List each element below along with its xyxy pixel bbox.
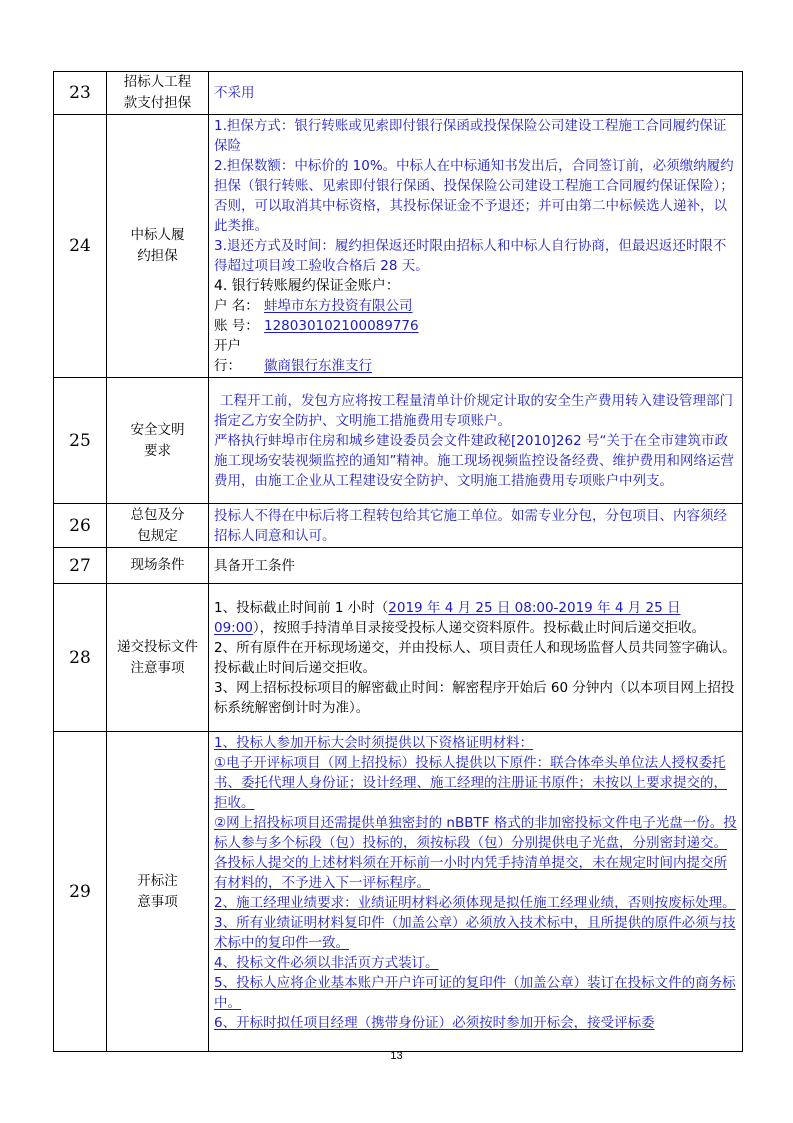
row-content: 1.担保方式：银行转账或见索即付银行保函或投保保险公司建设工程施工合同履约保证保险 2.担保数额：中标价的 10%。中标人在中标通知书发出后，合同签订前，必须缴纳履约担保（银行转账、见索即付银行保函、投保保险公司建设工程施工合同履约保证保险）；否则，可以取消其中标资格，其投标保证金不予退还；并可由第二中标候选人递补，以此类推。 3.退还方式及时间：履约担保返还时限由招标人和中标人自行协商，但最迟返还时限不得超过项目竣工验收合格后 28 天。 4. 银行转账履约保证金账户： 户 名： 蚌埠市东方投资有限公司 账 号： 128030102100089776 开户行： 徽商银行东淮支行 <box>209 115 743 378</box>
bid-deadline-date: 2019 年 4 月 25 日 08:00-2019 年 4 月 25 日 09:00 <box>214 599 681 636</box>
row-item: 总包及分包规定 <box>107 504 209 548</box>
table-row <box>54 584 743 732</box>
row-item: 递交投标文件注意事项 <box>107 584 209 732</box>
table-row <box>54 378 743 504</box>
row-item: 招标人工程款支付担保 <box>107 72 209 115</box>
row-number: 23 <box>54 72 107 115</box>
table-row <box>54 115 743 378</box>
row-content: 具备开工条件 <box>209 548 743 584</box>
row-number: 26 <box>54 504 107 548</box>
row-number: 27 <box>54 548 107 584</box>
page-number: 13 <box>390 1050 403 1062</box>
row-number: 29 <box>54 732 107 1052</box>
row-content: 工程开工前，发包方应将按工程量清单计价规定计取的安全生产费用转入建设管理部门指定乙方安全防护、文明施工措施费用专项账户。 严格执行蚌埠市住房和城乡建设委员会文件建政秘[2010]262 号“关于在全市建筑市政施工现场安装视频监控的通知”精神。施工现场视频监控设备经费、维护费用和网络运营费用，由施工企业从工程建设安全防护、文明施工措施费用专项账户中列支。 <box>209 378 743 504</box>
row-item: 开标注意事项 <box>107 732 209 1052</box>
table-row <box>54 548 743 584</box>
row-content: 1、投标截止时间前 1 小时（2019 年 4 月 25 日 08:00-2019 年 4 月 25 日 09:00），按照手持清单目录接受投标人递交资料原件。投标截止时间后递交拒收。 2、所有原件在开标现场递交，并由投标人、项目责任人和现场监督人员共同签字确认。投标截止时间后递交拒收。 3、网上招标投标项目的解密截止时间：解密程序开始后 60 分钟内（以本项目网上招投标系统解密倒计时为准）。 <box>209 584 743 732</box>
account-bank: 徽商银行东淮支行 <box>264 358 372 374</box>
row-item: 安全文明要求 <box>107 378 209 504</box>
table-row <box>54 732 743 1052</box>
row-item: 现场条件 <box>107 548 209 584</box>
row-content: 1、投标人参加开标大会时须提供以下资格证明材料： ①电子开评标项目（网上招投标）投标人提供以下原件：联合体牵头单位法人授权委托书、委托代理人身份证；设计经理、施工经理的注册证书原件；未按以上要求提交的，拒收。 ②网上招投标项目还需提供单独密封的 nBBTF 格式的非加密投标文件电子光盘一份。投标人参与多个标段（包）投标的，须按标段（包）分别提供电子光盘，分别密封递交。 各投标人提交的上述材料须在开标前一小时内凭手持清单提交，未在规定时间内提交所有材料的，不予进入下一评标程序。 2、施工经理业绩要求：业绩证明材料必须体现是拟任施工经理业绩，否则按废标处理。 3、所有业绩证明材料复印件（加盖公章）必须放入技术标中，且所提供的原件必须与技术标中的复印件一致。 4、投标文件必须以非活页方式装订。 5、投标人应将企业基本账户开户许可证的复印件（加盖公章）装订在投标文件的商务标中。 6、开标时拟任项目经理（携带身份证）必须按时参加开标会，接受评标委 <box>209 732 743 1052</box>
table-row <box>54 504 743 548</box>
requirements-table <box>53 71 743 1052</box>
row-number: 28 <box>54 584 107 732</box>
account-name: 蚌埠市东方投资有限公司 <box>264 298 413 314</box>
row-number: 24 <box>54 115 107 378</box>
account-number: 128030102100089776 <box>264 318 419 334</box>
row-number: 25 <box>54 378 107 504</box>
row-content: 投标人不得在中标后将工程转包给其它施工单位。如需专业分包，分包项目、内容须经招标人同意和认可。 <box>209 504 743 548</box>
table-row <box>54 72 743 115</box>
row-item: 中标人履约担保 <box>107 115 209 378</box>
row-content: 不采用 <box>209 72 743 115</box>
